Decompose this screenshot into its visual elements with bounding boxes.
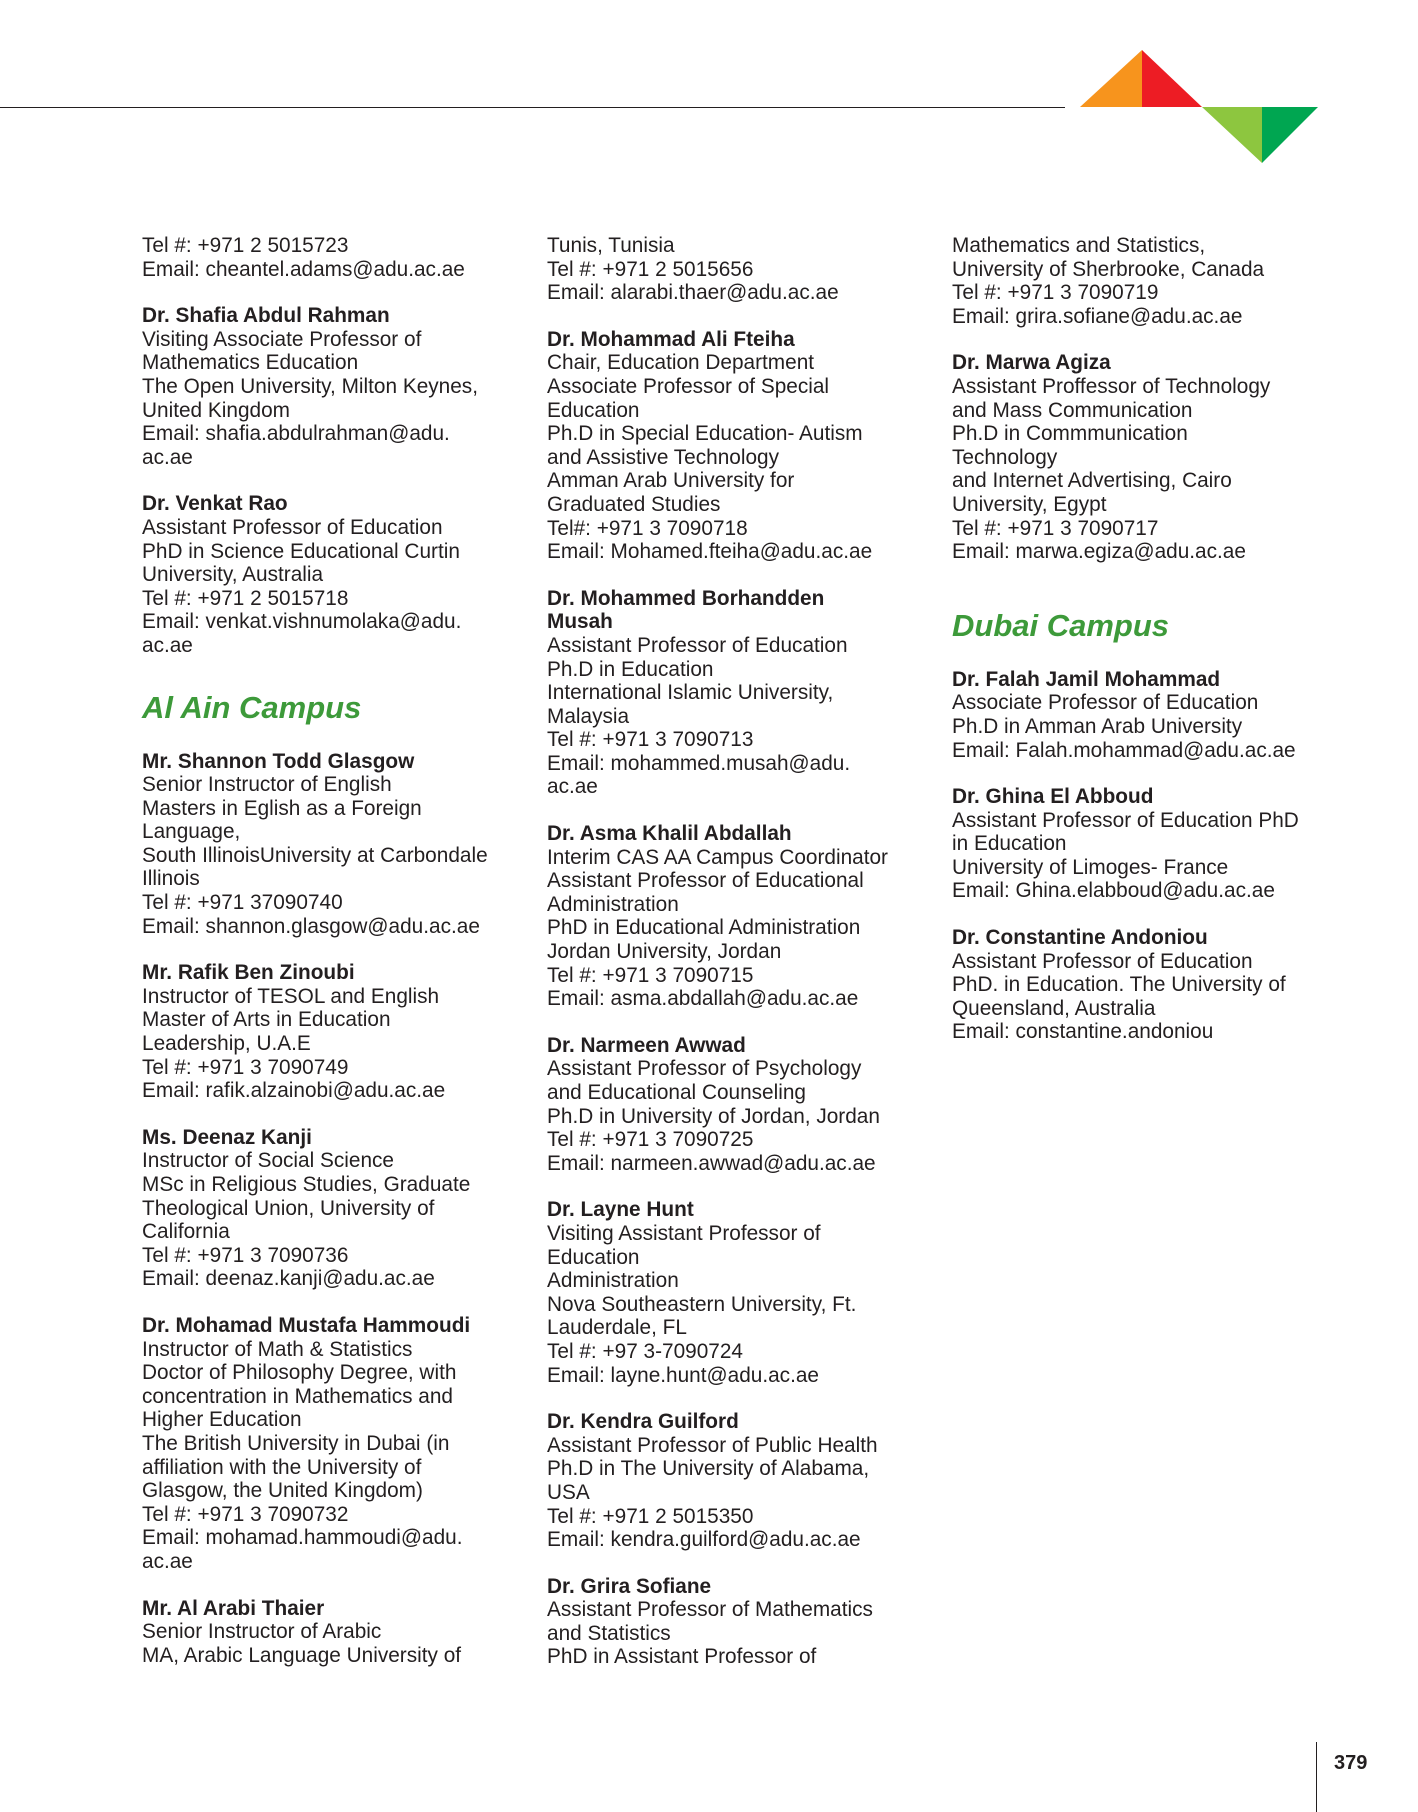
entry-line: Language,	[142, 820, 241, 844]
entry-line: Mathematics and Statistics,	[952, 234, 1206, 257]
entry-line: Instructor of Social Science	[142, 1149, 394, 1173]
entry-line: Doctor of Philosophy Degree, with	[142, 1361, 457, 1385]
entry-line: Assistant Proffessor of Technology	[952, 374, 1271, 398]
entry-line: and Statistics	[547, 1621, 671, 1645]
entry-line: Assistant Professor of Mathematics	[547, 1598, 873, 1622]
faculty-name: Dr. Marwa Agiza	[952, 351, 1111, 375]
entry-line: Email: rafik.alzainobi@adu.ac.ae	[142, 1079, 446, 1103]
entry-line: Ph.D in University of Jordan, Jordan	[547, 1104, 880, 1128]
directory-entry	[547, 328, 947, 564]
directory-entry	[952, 351, 1352, 563]
directory-entry	[142, 304, 542, 469]
entry-line: Tel #: +971 2 5015723	[142, 234, 349, 257]
entry-line: University, Egypt	[952, 492, 1107, 516]
entry-line: Email: alarabi.thaer@adu.ac.ae	[547, 281, 839, 305]
entry-line: Senior Instructor of English	[142, 773, 392, 797]
entry-line: Visiting Assistant Professor of	[547, 1221, 821, 1245]
entry-line: in Education	[952, 832, 1067, 856]
entry-line: Jordan University, Jordan	[547, 940, 782, 964]
entry-line: Email: grira.sofiane@adu.ac.ae	[952, 304, 1243, 328]
entry-line: Assistant Professor of Psychology	[547, 1057, 862, 1081]
column-2	[547, 234, 947, 1692]
entry-line: Malaysia	[547, 704, 630, 728]
entry-line: Assistant Professor of Public Health	[547, 1433, 878, 1457]
entry-line: Instructor of Math & Statistics	[142, 1337, 413, 1361]
faculty-name: Dr. Layne Hunt	[547, 1198, 694, 1222]
faculty-name: Mr. Rafik Ben Zinoubi	[142, 961, 355, 985]
entry-line: Administration	[547, 1269, 679, 1293]
directory-entry	[952, 668, 1352, 762]
entry-line: Tel #: +97 3-7090724	[547, 1339, 743, 1363]
entry-line: ac.ae	[142, 445, 193, 469]
entry-line: Email: cheantel.adams@adu.ac.ae	[142, 257, 465, 281]
entry-line: International Islamic University,	[547, 681, 834, 705]
faculty-name: Dr. Constantine Andoniou	[952, 926, 1208, 950]
entry-line: Email: marwa.egiza@adu.ac.ae	[952, 540, 1246, 564]
entry-line: Queensland, Australia	[952, 996, 1156, 1020]
page-number: 379	[1334, 1752, 1368, 1774]
header-rule	[0, 107, 1065, 108]
entry-line: Education	[547, 398, 640, 422]
entry-line: Assistant Professor of Educational	[547, 869, 864, 893]
directory-entry	[547, 1034, 947, 1176]
entry-line: Instructor of TESOL and English	[142, 984, 440, 1008]
entry-line: Tel #: +971 3 7090715	[547, 963, 754, 987]
entry-line: Associate Professor of Education	[952, 691, 1259, 715]
faculty-name: Dr. Venkat Rao	[142, 492, 288, 516]
entry-line: Ph.D in Amman Arab University	[952, 714, 1243, 738]
directory-entry	[547, 1198, 947, 1387]
campus-heading: Al Ain Campus	[142, 689, 362, 725]
entry-line: affiliation with the University of	[142, 1455, 422, 1479]
entry-line: PhD. in Education. The University of	[952, 973, 1286, 997]
entry-line: California	[142, 1220, 230, 1244]
entry-line: and Mass Communication	[952, 398, 1193, 422]
entry-line: United Kingdom	[142, 398, 290, 422]
entry-line: Mathematics Education	[142, 351, 359, 375]
entry-line: Email: Ghina.elabboud@adu.ac.ae	[952, 879, 1275, 903]
entry-line: Email: venkat.vishnumolaka@adu.	[142, 610, 462, 634]
entry-line: Master of Arts in Education	[142, 1008, 391, 1032]
logo-darkgreen-triangle	[1262, 107, 1318, 163]
entry-line: Tel #: +971 2 5015656	[547, 257, 754, 281]
entry-line: Tel #: +971 3 7090725	[547, 1128, 754, 1152]
entry-line: Tel #: +971 37090740	[142, 891, 343, 915]
entry-line: Email: narmeen.awwad@adu.ac.ae	[547, 1151, 876, 1175]
entry-line: Email: kendra.guilford@adu.ac.ae	[547, 1528, 861, 1552]
faculty-name: Mr. Shannon Todd Glasgow	[142, 749, 415, 773]
faculty-name: Dr. Grira Sofiane	[547, 1574, 712, 1598]
entry-line: USA	[547, 1480, 590, 1504]
entry-line: South IllinoisUniversity at Carbondale	[142, 843, 488, 867]
faculty-name: Dr. Mohammed Borhandden Musah	[547, 586, 825, 634]
entry-line: Associate Professor of Special	[547, 374, 830, 398]
entry-line: Ph.D in The University of Alabama,	[547, 1457, 870, 1481]
entry-line: Education	[547, 1245, 640, 1269]
entry-line: PhD in Assistant Professor of	[547, 1645, 817, 1669]
faculty-name: Dr. Shafia Abdul Rahman	[142, 304, 390, 328]
footer-rule	[1316, 1742, 1317, 1812]
faculty-name: Dr. Asma Khalil Abdallah	[547, 822, 792, 846]
entry-line: Email: mohamad.hammoudi@adu.	[142, 1526, 463, 1550]
directory-entry	[142, 750, 542, 939]
entry-line: Tel #: +971 3 7090713	[547, 728, 754, 752]
entry-line: Glasgow, the United Kingdom)	[142, 1479, 423, 1503]
entry-line: Tel #: +971 2 5015718	[142, 586, 349, 610]
entry-line: Amman Arab University for	[547, 469, 795, 493]
entry-line: Illinois	[142, 867, 200, 891]
entry-line: Email: mohammed.musah@adu.	[547, 751, 851, 775]
campus-heading: Dubai Campus	[952, 607, 1170, 643]
entry-line: Assistant Professor of Education	[952, 949, 1253, 973]
entry-line: Administration	[547, 892, 679, 916]
directory-entry	[952, 234, 1352, 328]
entry-line: Masters in Eglish as a Foreign	[142, 796, 422, 820]
entry-line: Lauderdale, FL	[547, 1316, 687, 1340]
entry-line: PhD in Educational Administration	[547, 916, 861, 940]
logo-lightgreen-triangle	[1202, 107, 1262, 163]
faculty-name: Dr. Mohammad Ali Fteiha	[547, 327, 795, 351]
entry-line: Leadership, U.A.E	[142, 1032, 311, 1056]
faculty-name: Dr. Falah Jamil Mohammad	[952, 667, 1221, 691]
entry-line: University, Australia	[142, 563, 324, 587]
entry-line: Ph.D in Commmunication	[952, 422, 1188, 446]
entry-line: Ph.D in Education	[547, 657, 714, 681]
directory-entry	[142, 961, 542, 1103]
entry-line: Ph.D in Special Education- Autism	[547, 422, 863, 446]
entry-line: PhD in Science Educational Curtin	[142, 539, 460, 563]
entry-line: Theological Union, University of	[142, 1196, 435, 1220]
directory-entry	[952, 926, 1352, 1044]
entry-line: and Educational Counseling	[547, 1081, 806, 1104]
faculty-name: Dr. Narmeen Awwad	[547, 1033, 746, 1057]
entry-line: and Internet Advertising, Cairo	[952, 469, 1232, 493]
directory-entry	[952, 785, 1352, 903]
faculty-name: Dr. Ghina El Abboud	[952, 785, 1154, 809]
entry-line: Email: shafia.abdulrahman@adu.	[142, 422, 450, 446]
faculty-name: Mr. Al Arabi Thaier	[142, 1596, 325, 1620]
directory-entry	[142, 1314, 542, 1574]
entry-line: Assistant Professor of Education	[142, 515, 443, 539]
faculty-name: Dr. Kendra Guilford	[547, 1410, 739, 1434]
entry-line: ac.ae	[142, 633, 193, 657]
directory-entry	[547, 822, 947, 1011]
entry-line: Email: deenaz.kanji@adu.ac.ae	[142, 1267, 435, 1291]
entry-line: concentration in Mathematics and	[142, 1384, 453, 1408]
directory-entry	[547, 1575, 947, 1669]
entry-line: Tel #: +971 3 7090719	[952, 281, 1159, 305]
logo-red-triangle	[1142, 50, 1202, 107]
entry-line: Technology	[952, 445, 1058, 469]
entry-line: Tel #: +971 3 7090736	[142, 1243, 349, 1267]
entry-line: ac.ae	[547, 775, 598, 799]
entry-line: ac.ae	[142, 1549, 193, 1573]
entry-line: Graduated Studies	[547, 492, 721, 516]
directory-entry	[142, 234, 542, 281]
directory-entry	[547, 1410, 947, 1552]
directory-entry	[547, 587, 947, 799]
entry-line: Email: Mohamed.fteiha@adu.ac.ae	[547, 540, 873, 564]
entry-line: The Open University, Milton Keynes,	[142, 374, 478, 398]
entry-line: Tel #: +971 3 7090717	[952, 516, 1159, 540]
directory-entry	[142, 1126, 542, 1291]
entry-line: Email: Falah.mohammad@adu.ac.ae	[952, 738, 1296, 762]
entry-line: MA, Arabic Language University of	[142, 1643, 462, 1667]
entry-line: Assistant Professor of Education PhD	[952, 808, 1299, 832]
entry-line: Email: layne.hunt@adu.ac.ae	[547, 1363, 819, 1387]
faculty-name: Ms. Deenaz Kanji	[142, 1125, 312, 1149]
entry-line: University of Limoges- France	[952, 855, 1229, 879]
entry-line: Email: asma.abdallah@adu.ac.ae	[547, 987, 859, 1011]
entry-line: The British University in Dubai (in	[142, 1431, 450, 1455]
entry-line: Tel #: +971 2 5015350	[547, 1504, 754, 1528]
directory-entry	[547, 234, 947, 305]
logo-orange-triangle	[1080, 50, 1142, 107]
column-1	[142, 234, 542, 1690]
entry-line: Visiting Associate Professor of	[142, 327, 422, 351]
entry-line: Chair, Education Department	[547, 351, 815, 375]
entry-line: Email: shannon.glasgow@adu.ac.ae	[142, 914, 480, 938]
entry-line: and Assistive Technology	[547, 445, 779, 469]
directory-entry	[142, 1597, 542, 1668]
entry-line: Tel #: +971 3 7090732	[142, 1502, 349, 1526]
entry-line: Interim CAS AA Campus Coordinator	[547, 845, 888, 869]
entry-line: Senior Instructor of Arabic	[142, 1620, 382, 1644]
directory-entry	[142, 492, 542, 657]
entry-line: Nova Southeastern University, Ft.	[547, 1292, 857, 1316]
faculty-name: Dr. Mohamad Mustafa Hammoudi	[142, 1313, 471, 1337]
entry-line: MSc in Religious Studies, Graduate	[142, 1173, 471, 1196]
entry-line: Tel#: +971 3 7090718	[547, 516, 748, 540]
column-3	[952, 234, 1352, 1067]
entry-line: Tunis, Tunisia	[547, 234, 675, 257]
entry-line: Higher Education	[142, 1408, 302, 1432]
entry-line: University of Sherbrooke, Canada	[952, 257, 1265, 281]
triangles-logo-icon	[1080, 50, 1320, 165]
entry-line: Email: constantine.andoniou	[952, 1020, 1214, 1044]
entry-line: Assistant Professor of Education	[547, 633, 848, 657]
entry-line: Tel #: +971 3 7090749	[142, 1055, 349, 1079]
